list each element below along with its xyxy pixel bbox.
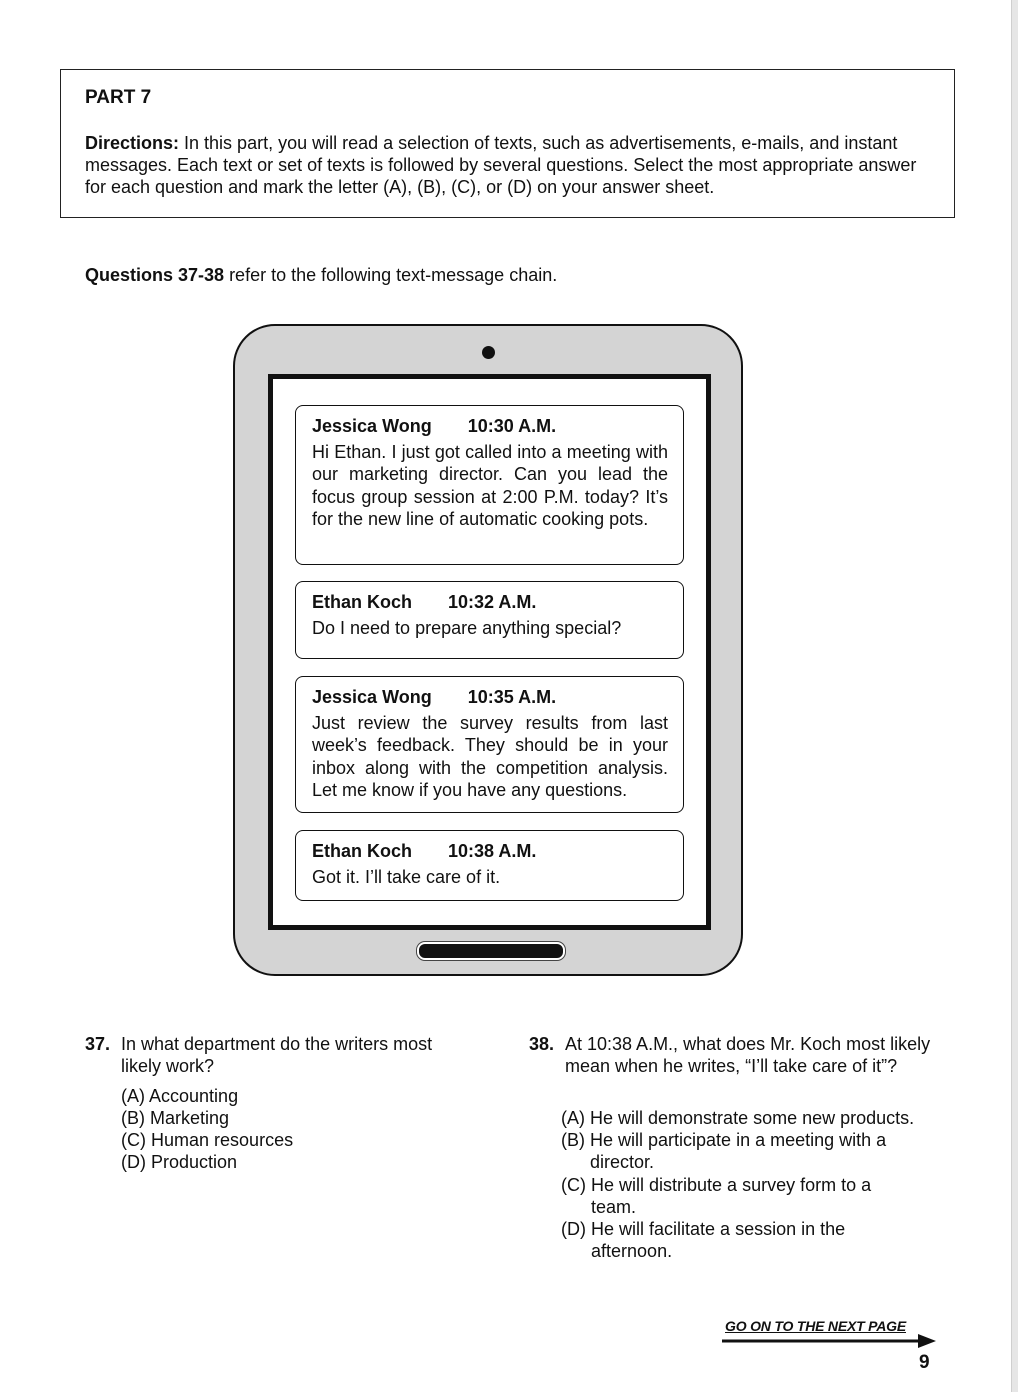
questions-intro — [85, 265, 557, 286]
option-letter: (D) — [121, 1152, 146, 1172]
message-time: 10:32 A.M. — [448, 592, 537, 612]
part-title: PART 7 — [85, 87, 152, 108]
option-letter: (A) — [561, 1108, 585, 1128]
answer-option[interactable] — [561, 1107, 935, 1129]
tablet-illustration — [233, 324, 743, 976]
option-letter: (A) — [121, 1086, 145, 1106]
directions-body: In this part, you will read a selection of texts, such as advertisements, e-mails, and instant messages. Each text or set of texts is followed by several questions. Select the most appropriate answer for each question and mark the letter (A), (B), (C), or (D) on your answer sheet. — [85, 133, 917, 197]
home-button-icon — [417, 942, 565, 960]
message-text: Hi Ethan. I just got called into a meeting with our marketing director. Can you lead the focus group session at 2:00 P.M. today? It’s for the new line of automatic cooking pots. — [312, 442, 668, 529]
message-time: 10:30 A.M. — [467, 416, 557, 436]
option-text: Marketing — [150, 1108, 230, 1128]
message-header — [312, 687, 556, 708]
message-sender: Ethan Koch — [312, 592, 413, 612]
answer-option[interactable] — [561, 1218, 891, 1262]
option-letter: (B) — [561, 1130, 585, 1150]
question-number: 37. — [85, 1034, 111, 1054]
answer-option[interactable] — [121, 1151, 237, 1173]
message-sender: Ethan Koch — [312, 841, 413, 861]
message-header — [312, 416, 556, 437]
message-sender: Jessica Wong — [312, 687, 432, 707]
message-text: Got it. I’ll take care of it. — [312, 867, 501, 887]
option-text: Production — [151, 1152, 238, 1172]
message-time: 10:35 A.M. — [467, 687, 557, 707]
option-letter: (D) — [561, 1219, 586, 1239]
directions-label: Directions: — [85, 133, 180, 153]
question-stem: In what department do the writers most likely work? — [121, 1034, 433, 1076]
message-bubble — [295, 676, 684, 813]
next-page-label: GO ON TO THE NEXT PAGE — [725, 1318, 906, 1334]
option-letter: (B) — [121, 1108, 145, 1128]
option-letter: (C) — [561, 1175, 586, 1195]
message-bubble — [295, 405, 684, 565]
message-header — [312, 592, 536, 613]
arrow-right-icon — [722, 1333, 938, 1349]
answer-option[interactable] — [561, 1129, 905, 1173]
answer-option[interactable] — [121, 1085, 238, 1107]
option-text: He will demonstrate some new products. — [590, 1108, 915, 1128]
directions-text — [85, 132, 935, 198]
message-text: Do I need to prepare anything special? — [312, 618, 622, 638]
option-text: He will participate in a meeting with a director. — [590, 1130, 887, 1172]
tablet-screen — [268, 374, 711, 930]
option-text: He will distribute a survey form to a team. — [591, 1175, 872, 1217]
questions-range: Questions 37-38 — [85, 265, 225, 285]
option-text: Human resources — [151, 1130, 294, 1150]
page-number: 9 — [919, 1352, 930, 1373]
option-letter: (C) — [121, 1130, 146, 1150]
answer-option[interactable] — [121, 1129, 293, 1151]
message-bubble — [295, 581, 684, 659]
message-bubble — [295, 830, 684, 901]
message-time: 10:38 A.M. — [448, 841, 537, 861]
message-header — [312, 841, 536, 862]
option-text: He will facilitate a session in the afternoon. — [591, 1219, 846, 1261]
camera-icon — [482, 346, 495, 359]
question-number: 38. — [529, 1034, 555, 1054]
answer-option[interactable] — [121, 1107, 229, 1129]
directions-box — [60, 69, 955, 218]
message-text: Just review the survey results from last week’s feedback. They should be in your inbox along with the competition analysis. Let me know if you have any questions. — [312, 713, 668, 800]
message-sender: Jessica Wong — [312, 416, 432, 436]
question-stem: At 10:38 A.M., what does Mr. Koch most likely mean when he writes, “I’ll take care of it”? — [565, 1034, 931, 1076]
page-edge — [1011, 0, 1018, 1392]
option-text: Accounting — [149, 1086, 239, 1106]
answer-option[interactable] — [561, 1174, 891, 1218]
questions-intro-text: refer to the following text-message chain. — [224, 265, 558, 285]
